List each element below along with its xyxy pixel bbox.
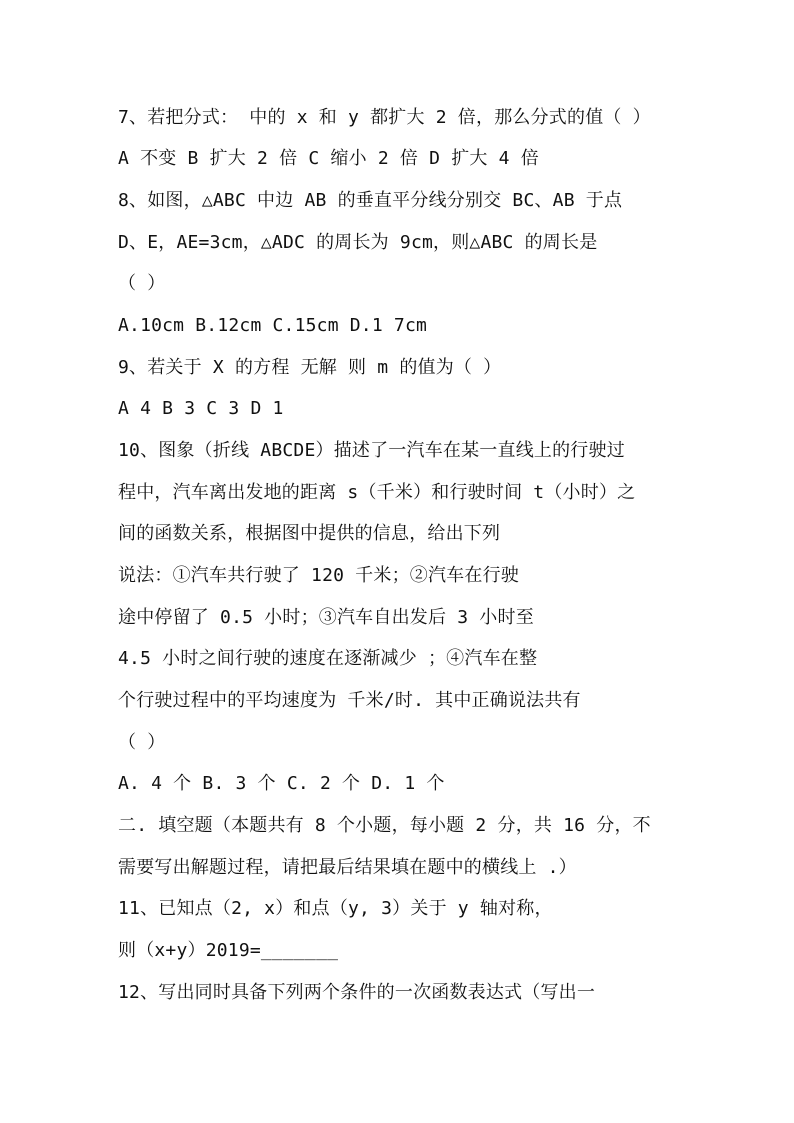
question-10-text-line-2: 程中，汽车离出发地的距离 s（千米）和行驶时间 t（小时）之 — [118, 482, 636, 503]
question-8-options: A.10cm B.12cm C.15cm D.1 7cm — [118, 315, 428, 336]
question-10-text-line-4: 说法：①汽车共行驶了 120 千米；②汽车在行驶 — [118, 565, 519, 586]
question-11-answer: 则（x+y）2019=_______ — [118, 940, 339, 961]
question-10-options: A. 4 个 B. 3 个 C. 2 个 D. 1 个 — [118, 773, 445, 794]
question-10-text-line-1: 10、图象（折线 ABCDE）描述了一汽车在某一直线上的行驶过 — [118, 440, 625, 461]
question-10-answer-blank: （ ） — [118, 732, 166, 753]
question-12-text: 12、写出同时具备下列两个条件的一次函数表达式（写出一 — [118, 982, 596, 1003]
question-8-text-line-1: 8、如图，△ABC 中边 AB 的垂直平分线分别交 BC、AB 于点 — [118, 190, 623, 211]
question-9-text: 9、若关于 X 的方程 无解 则 m 的值为（ ） — [118, 357, 502, 378]
question-11-text: 11、已知点（2, x）和点（y, 3）关于 y 轴对称， — [118, 898, 553, 919]
section-2-heading-line-1: 二. 填空题（本题共有 8 个小题，每小题 2 分，共 16 分，不 — [118, 815, 651, 836]
question-10-text-line-6: 4.5 小时之间行驶的速度在逐渐减少 ；④汽车在整 — [118, 648, 538, 669]
question-7-options: A 不变 B 扩大 2 倍 C 缩小 2 倍 D 扩大 4 倍 — [118, 148, 539, 169]
question-8-text-line-2: D、E，AE=3cm，△ADC 的周长为 9cm，则△ABC 的周长是 — [118, 232, 598, 253]
question-10-text-line-3: 间的函数关系，根据图中提供的信息，给出下列 — [118, 523, 501, 544]
question-7-text: 7、若把分式： 中的 x 和 y 都扩大 2 倍，那么分式的值（ ） — [118, 107, 651, 128]
section-2-heading-line-2: 需要写出解题过程，请把最后结果填在题中的横线上 .） — [118, 857, 577, 878]
question-10-text-line-5: 途中停留了 0.5 小时；③汽车自出发后 3 小时至 — [118, 607, 534, 628]
question-9-options: A 4 B 3 C 3 D 1 — [118, 398, 284, 419]
question-10-text-line-7: 个行驶过程中的平均速度为 千米/时. 其中正确说法共有 — [118, 690, 581, 711]
question-8-answer-blank: （ ） — [118, 273, 166, 294]
